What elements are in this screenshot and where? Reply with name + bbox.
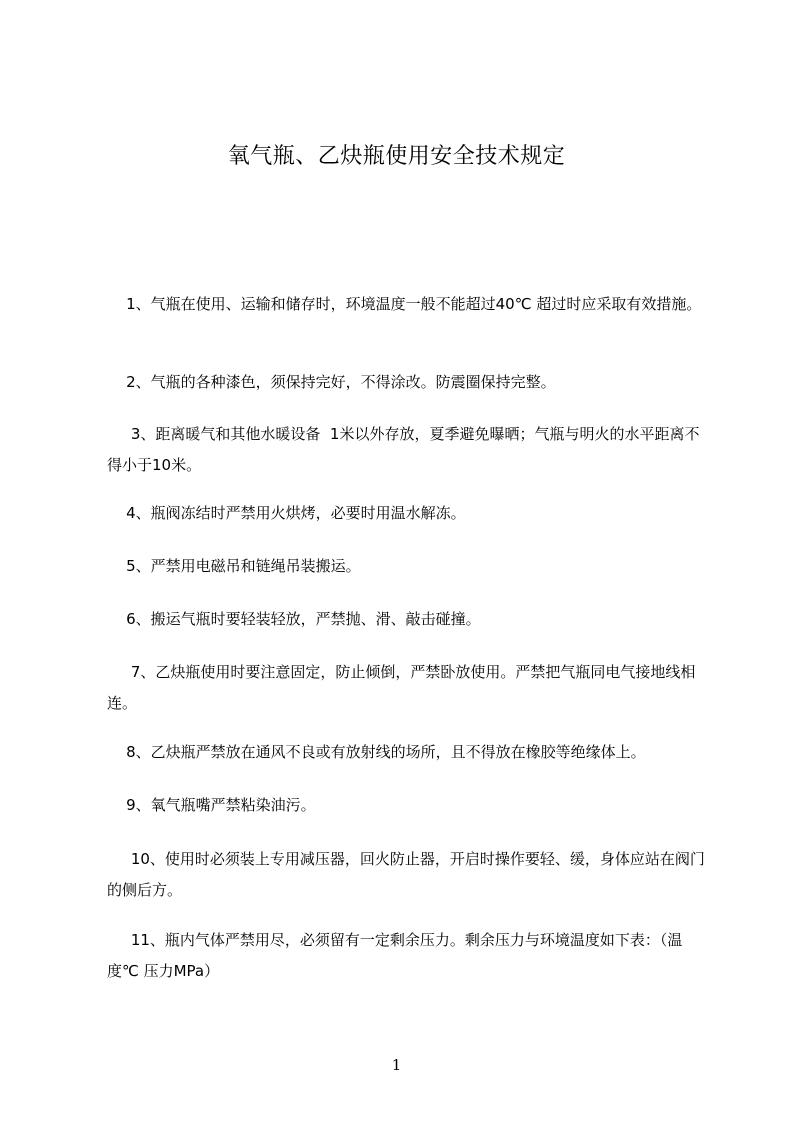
paragraph-1: 1、气瓶在使用、运输和储存时，环境温度一般不能超过40℃ 超过时应采取有效措施。 xyxy=(107,295,702,313)
page-number: 1 xyxy=(391,1056,402,1074)
paragraph-5: 5、严禁用电磁吊和链绳吊装搬运。 xyxy=(107,557,361,575)
paragraph-11: 11、瓶内气体严禁用尽，必须留有一定剩余压力。剩余压力与环境温度如下表：（温度℃ 压力MPa） xyxy=(107,931,683,980)
paragraph-6: 6、搬运气瓶时要轻装轻放，严禁抛、滑、敲击碰撞。 xyxy=(107,610,481,628)
paragraph-8: 8、乙炔瓶严禁放在通风不良或有放射线的场所，且不得放在橡胶等绝缘体上。 xyxy=(107,743,646,761)
paragraph-10: 10、使用时必须装上专用减压器，回火防止器，开启时操作要轻、缓，身体应站在阀门的侧后方。 xyxy=(107,850,705,899)
paragraph-2: 2、气瓶的各种漆色，须保持完好，不得涂改。防震圈保持完整。 xyxy=(107,373,556,391)
paragraph-3: 3、距离暖气和其他水暖设备 1米以外存放，夏季避免曝晒；气瓶与明火的水平距离不得小于10米。 xyxy=(107,425,700,474)
document-title: 氧气瓶、乙炔瓶使用安全技术规定 xyxy=(227,144,566,169)
paragraph-7: 7、乙炔瓶使用时要注意固定，防止倾倒，严禁卧放使用。严禁把气瓶同电气接地线相连。 xyxy=(107,663,696,712)
paragraph-4: 4、瓶阀冻结时严禁用火烘烤，必要时用温水解冻。 xyxy=(107,504,466,522)
paragraph-9: 9、氧气瓶嘴严禁粘染油污。 xyxy=(107,796,316,814)
